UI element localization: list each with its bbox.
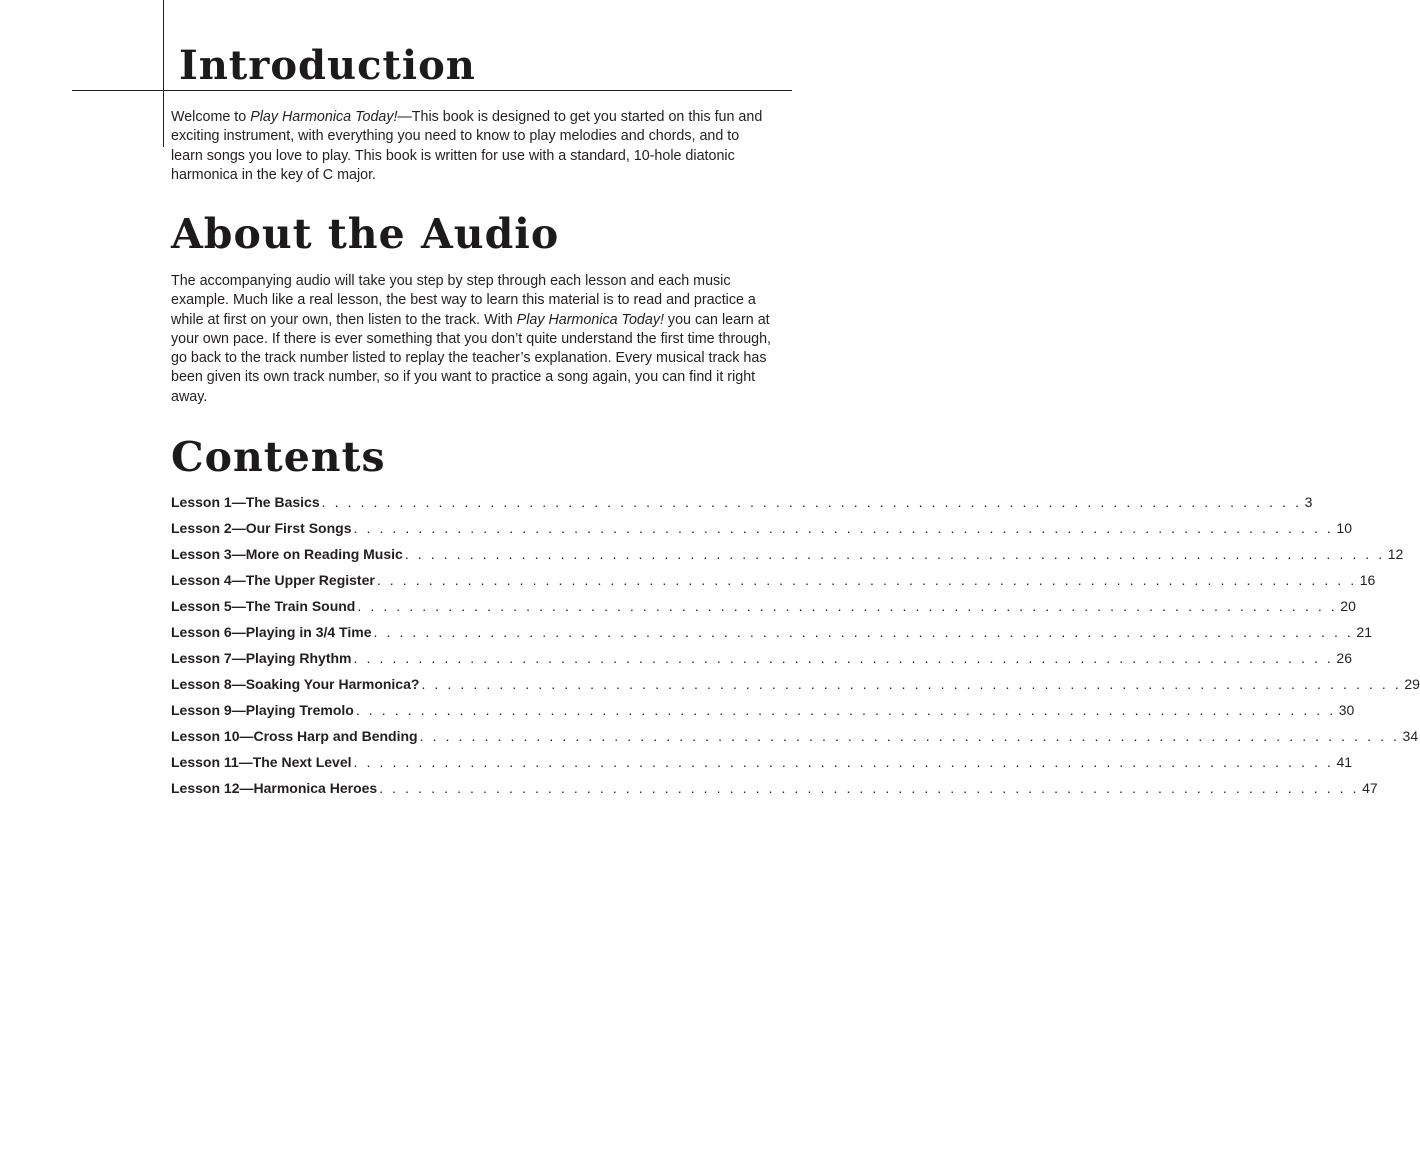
toc-entry-lesson-1 <box>171 494 1313 520</box>
toc-entry-page: 3 <box>1304 494 1313 510</box>
toc-entry-page: 30 <box>1338 702 1355 718</box>
audio-text-start: The accompanying audio will take you step by step through each lesson and each music example. Much like a real lesson, the best way to learn this material is to read and practice a while at first on your own, then listen to the track. With <box>171 273 756 328</box>
toc-entry-title: Lesson 5—The Train Sound <box>171 598 356 614</box>
book-title-italic: Play Harmonica Today! <box>250 109 398 125</box>
toc-entry-title: Lesson 8—Soaking Your Harmonica? <box>171 676 420 692</box>
toc-dot-leader: . . . . . . . . . . . . . . . . . . . . . . . . . . . . . . . . . . . . . . . . . . . . . . . . . . . . . . . . . . . . . . . . . . . . . . . . . . . . <box>353 520 1334 536</box>
toc-entry-page: 47 <box>1362 780 1378 796</box>
toc-entry-lesson-5 <box>171 598 1356 624</box>
toc-entry-lesson-6 <box>171 624 1372 650</box>
toc-entry-page: 12 <box>1387 546 1404 562</box>
toc-entry-title: Lesson 1—The Basics <box>171 494 320 510</box>
toc-dot-leader: . . . . . . . . . . . . . . . . . . . . . . . . . . . . . . . . . . . . . . . . . . . . . . . . . . . . . . . . . . . . . . . . . . . . . . . . . . . . <box>353 650 1334 666</box>
contents-heading: Contents <box>171 433 386 481</box>
toc-entry-lesson-9 <box>171 702 1355 728</box>
introduction-text-end: —This book is designed to get you started on this fun and exciting instrument, with everything you need to know to play melodies and chords, and to learn songs you love to play. This book is written for use with a standard, 10-hole diatonic harmonica in the key of C major. <box>171 109 763 183</box>
header-horizontal-rule <box>72 90 792 91</box>
toc-dot-leader: . . . . . . . . . . . . . . . . . . . . . . . . . . . . . . . . . . . . . . . . . . . . . . . . . . . . . . . . . . . . . . . . . . . . . . . . . . . . <box>355 702 1336 718</box>
introduction-text-start: Welcome to <box>171 109 251 125</box>
toc-entry-title: Lesson 2—Our First Songs <box>171 520 352 536</box>
toc-dot-leader: . . . . . . . . . . . . . . . . . . . . . . . . . . . . . . . . . . . . . . . . . . . . . . . . . . . . . . . . . . . . . . . . . . . . . . . . . . . . <box>321 494 1302 510</box>
book-title-italic: Play Harmonica Today! <box>516 311 664 328</box>
toc-dot-leader: . . . . . . . . . . . . . . . . . . . . . . . . . . . . . . . . . . . . . . . . . . . . . . . . . . . . . . . . . . . . . . . . . . . . . . . . . . . . <box>419 728 1400 744</box>
toc-entry-title: Lesson 3—More on Reading Music <box>171 546 403 562</box>
audio-text-end: you can learn at your own pace. If there is ever something that you don’t quite understand the first time through, go back to the track number listed to replay the teacher’s explanation. Every musical track has been given its own track number, so if you want to practice a song again, you can find it right away. <box>171 311 772 405</box>
toc-entry-lesson-4 <box>171 572 1376 598</box>
about-audio-paragraph <box>171 272 771 407</box>
introduction-paragraph <box>171 108 771 185</box>
toc-dot-leader: . . . . . . . . . . . . . . . . . . . . . . . . . . . . . . . . . . . . . . . . . . . . . . . . . . . . . . . . . . . . . . . . . . . . . . . . . . . . <box>421 676 1402 692</box>
toc-entry-page: 20 <box>1340 598 1356 614</box>
toc-dot-leader: . . . . . . . . . . . . . . . . . . . . . . . . . . . . . . . . . . . . . . . . . . . . . . . . . . . . . . . . . . . . . . . . . . . . . . . . . . . . <box>373 624 1354 640</box>
table-of-contents <box>171 494 1420 806</box>
toc-entry-title: Lesson 12—Harmonica Heroes <box>171 780 378 796</box>
toc-entry-title: Lesson 6—Playing in 3/4 Time <box>171 624 372 640</box>
toc-dot-leader: . . . . . . . . . . . . . . . . . . . . . . . . . . . . . . . . . . . . . . . . . . . . . . . . . . . . . . . . . . . . . . . . . . . . . . . . . . . . <box>379 780 1360 796</box>
toc-entry-title: Lesson 10—Cross Harp and Bending <box>171 728 418 744</box>
toc-entry-lesson-2 <box>171 520 1352 546</box>
toc-entry-page: 26 <box>1336 650 1352 666</box>
toc-entry-lesson-10 <box>171 728 1419 754</box>
toc-dot-leader: . . . . . . . . . . . . . . . . . . . . . . . . . . . . . . . . . . . . . . . . . . . . . . . . . . . . . . . . . . . . . . . . . . . . . . . . . . . . <box>357 598 1338 614</box>
toc-entry-page: 41 <box>1336 754 1353 770</box>
toc-entry-lesson-7 <box>171 650 1352 676</box>
toc-dot-leader: . . . . . . . . . . . . . . . . . . . . . . . . . . . . . . . . . . . . . . . . . . . . . . . . . . . . . . . . . . . . . . . . . . . . . . . . . . . . <box>376 572 1357 588</box>
toc-entry-page: 10 <box>1336 520 1352 536</box>
toc-entry-lesson-3 <box>171 546 1404 572</box>
toc-entry-page: 29 <box>1404 676 1420 692</box>
toc-entry-page: 21 <box>1356 624 1372 640</box>
about-audio-heading: About the Audio <box>171 210 560 258</box>
toc-entry-title: Lesson 7—Playing Rhythm <box>171 650 352 666</box>
toc-entry-lesson-8 <box>171 676 1420 702</box>
toc-entry-page: 34 <box>1402 728 1419 744</box>
toc-entry-page: 16 <box>1359 572 1376 588</box>
toc-entry-title: Lesson 9—Playing Tremolo <box>171 702 354 718</box>
toc-entry-title: Lesson 4—The Upper Register <box>171 572 375 588</box>
toc-dot-leader: . . . . . . . . . . . . . . . . . . . . . . . . . . . . . . . . . . . . . . . . . . . . . . . . . . . . . . . . . . . . . . . . . . . . . . . . . . . . <box>404 546 1385 562</box>
header-vertical-rule <box>163 0 164 147</box>
toc-dot-leader: . . . . . . . . . . . . . . . . . . . . . . . . . . . . . . . . . . . . . . . . . . . . . . . . . . . . . . . . . . . . . . . . . . . . . . . . . . . . <box>353 754 1334 770</box>
toc-entry-lesson-11 <box>171 754 1353 780</box>
toc-entry-title: Lesson 11—The Next Level <box>171 754 352 770</box>
introduction-heading: Introduction <box>179 42 476 89</box>
toc-entry-lesson-12 <box>171 780 1378 806</box>
